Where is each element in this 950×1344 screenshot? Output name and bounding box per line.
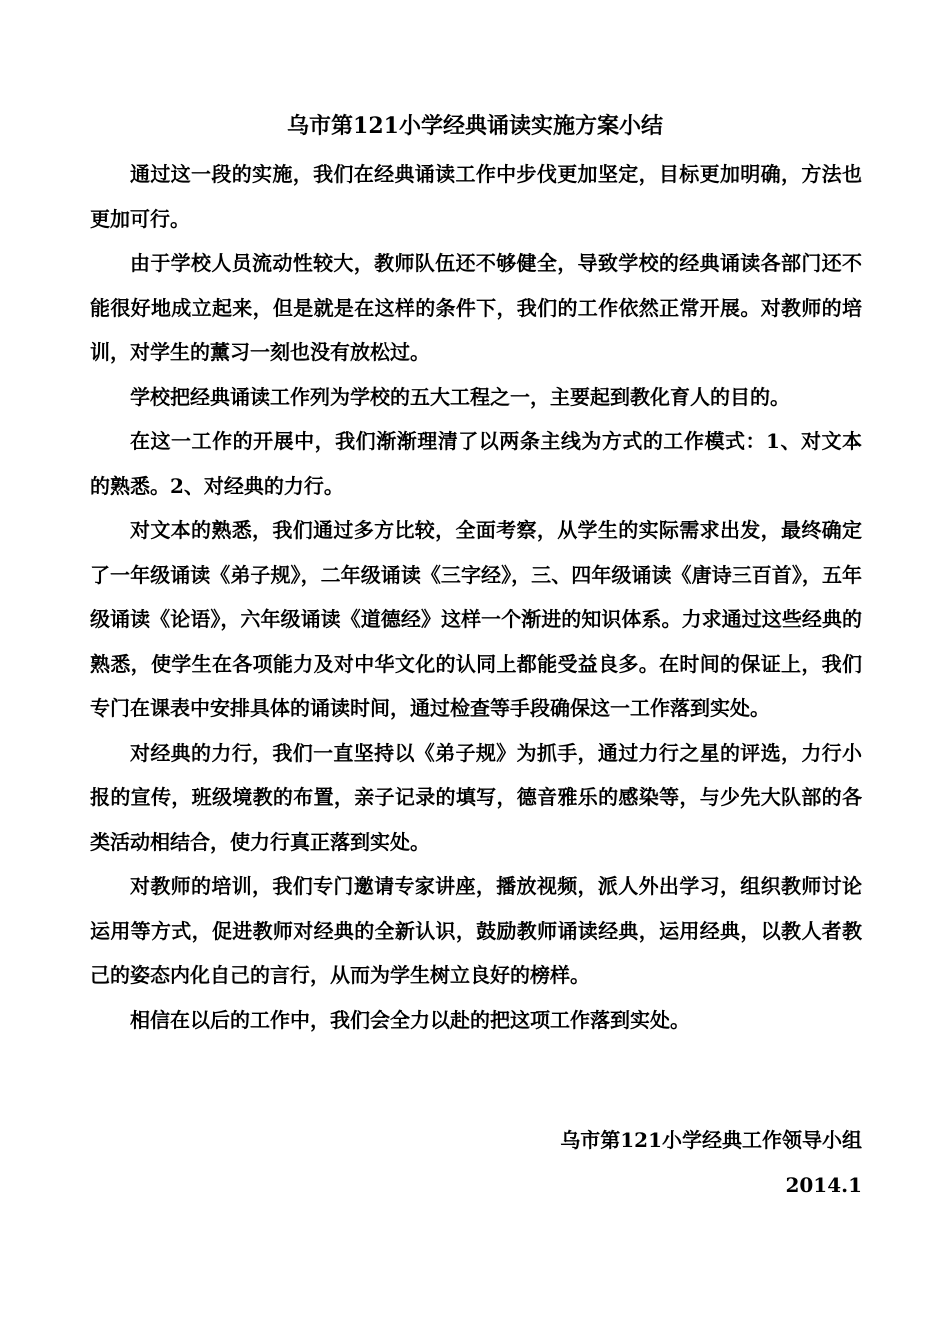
signature-organization: 乌市第121小学经典工作领导小组 xyxy=(560,1128,862,1152)
paragraph: 通过这一段的实施，我们在经典诵读工作中步伐更加坚定，目标更加明确，方法也更加可行。 xyxy=(90,162,862,231)
paragraph: 对教师的培训，我们专门邀请专家讲座，播放视频，派人外出学习，组织教师讨论运用等方式，促进教师对经典的全新认识，鼓励教师诵读经典，运用经典，以教人者教己的姿态内化自己的言行，从而为学生树立良好的榜样。 xyxy=(90,874,862,987)
paragraph: 在这一工作的开展中，我们渐渐理清了以两条主线为方式的工作模式：1、对文本的熟悉。2、对经典的力行。 xyxy=(90,429,862,498)
paragraph: 相信在以后的工作中，我们会全力以赴的把这项工作落到实处。 xyxy=(130,1007,690,1032)
signature-date: 2014.1 xyxy=(785,1172,862,1197)
document-title: 乌市第121小学经典诵读实施方案小结 xyxy=(287,113,663,139)
paragraph: 学校把经典诵读工作列为学校的五大工程之一，主要起到教化育人的目的。 xyxy=(130,384,790,409)
document-body xyxy=(90,152,862,1042)
paragraph: 由于学校人员流动性较大，教师队伍还不够健全，导致学校的经典诵读各部门还不能很好地成立起来，但是就是在这样的条件下，我们的工作依然正常开展。对教师的培训，对学生的薰习一刻也没有放松过。 xyxy=(90,251,862,364)
paragraph: 对文本的熟悉，我们通过多方比较，全面考察，从学生的实际需求出发，最终确定了一年级诵读《弟子规》，二年级诵读《三字经》，三、四年级诵读《唐诗三百首》，五年级诵读《论语》，六年级诵读《道德经》这样一个渐进的知识体系。力求通过这些经典的熟悉，使学生在各项能力及对中华文化的认同上都能受益良多。在时间的保证上，我们专门在课表中安排具体的诵读时间，通过检查等手段确保这一工作落到实处。 xyxy=(90,518,862,720)
paragraph: 对经典的力行，我们一直坚持以《弟子规》为抓手，通过力行之星的评选，力行小报的宣传，班级境教的布置，亲子记录的填写，德音雅乐的感染等，与少先大队部的各类活动相结合，使力行真正落到实处。 xyxy=(90,740,862,854)
signature-block xyxy=(560,1118,862,1207)
